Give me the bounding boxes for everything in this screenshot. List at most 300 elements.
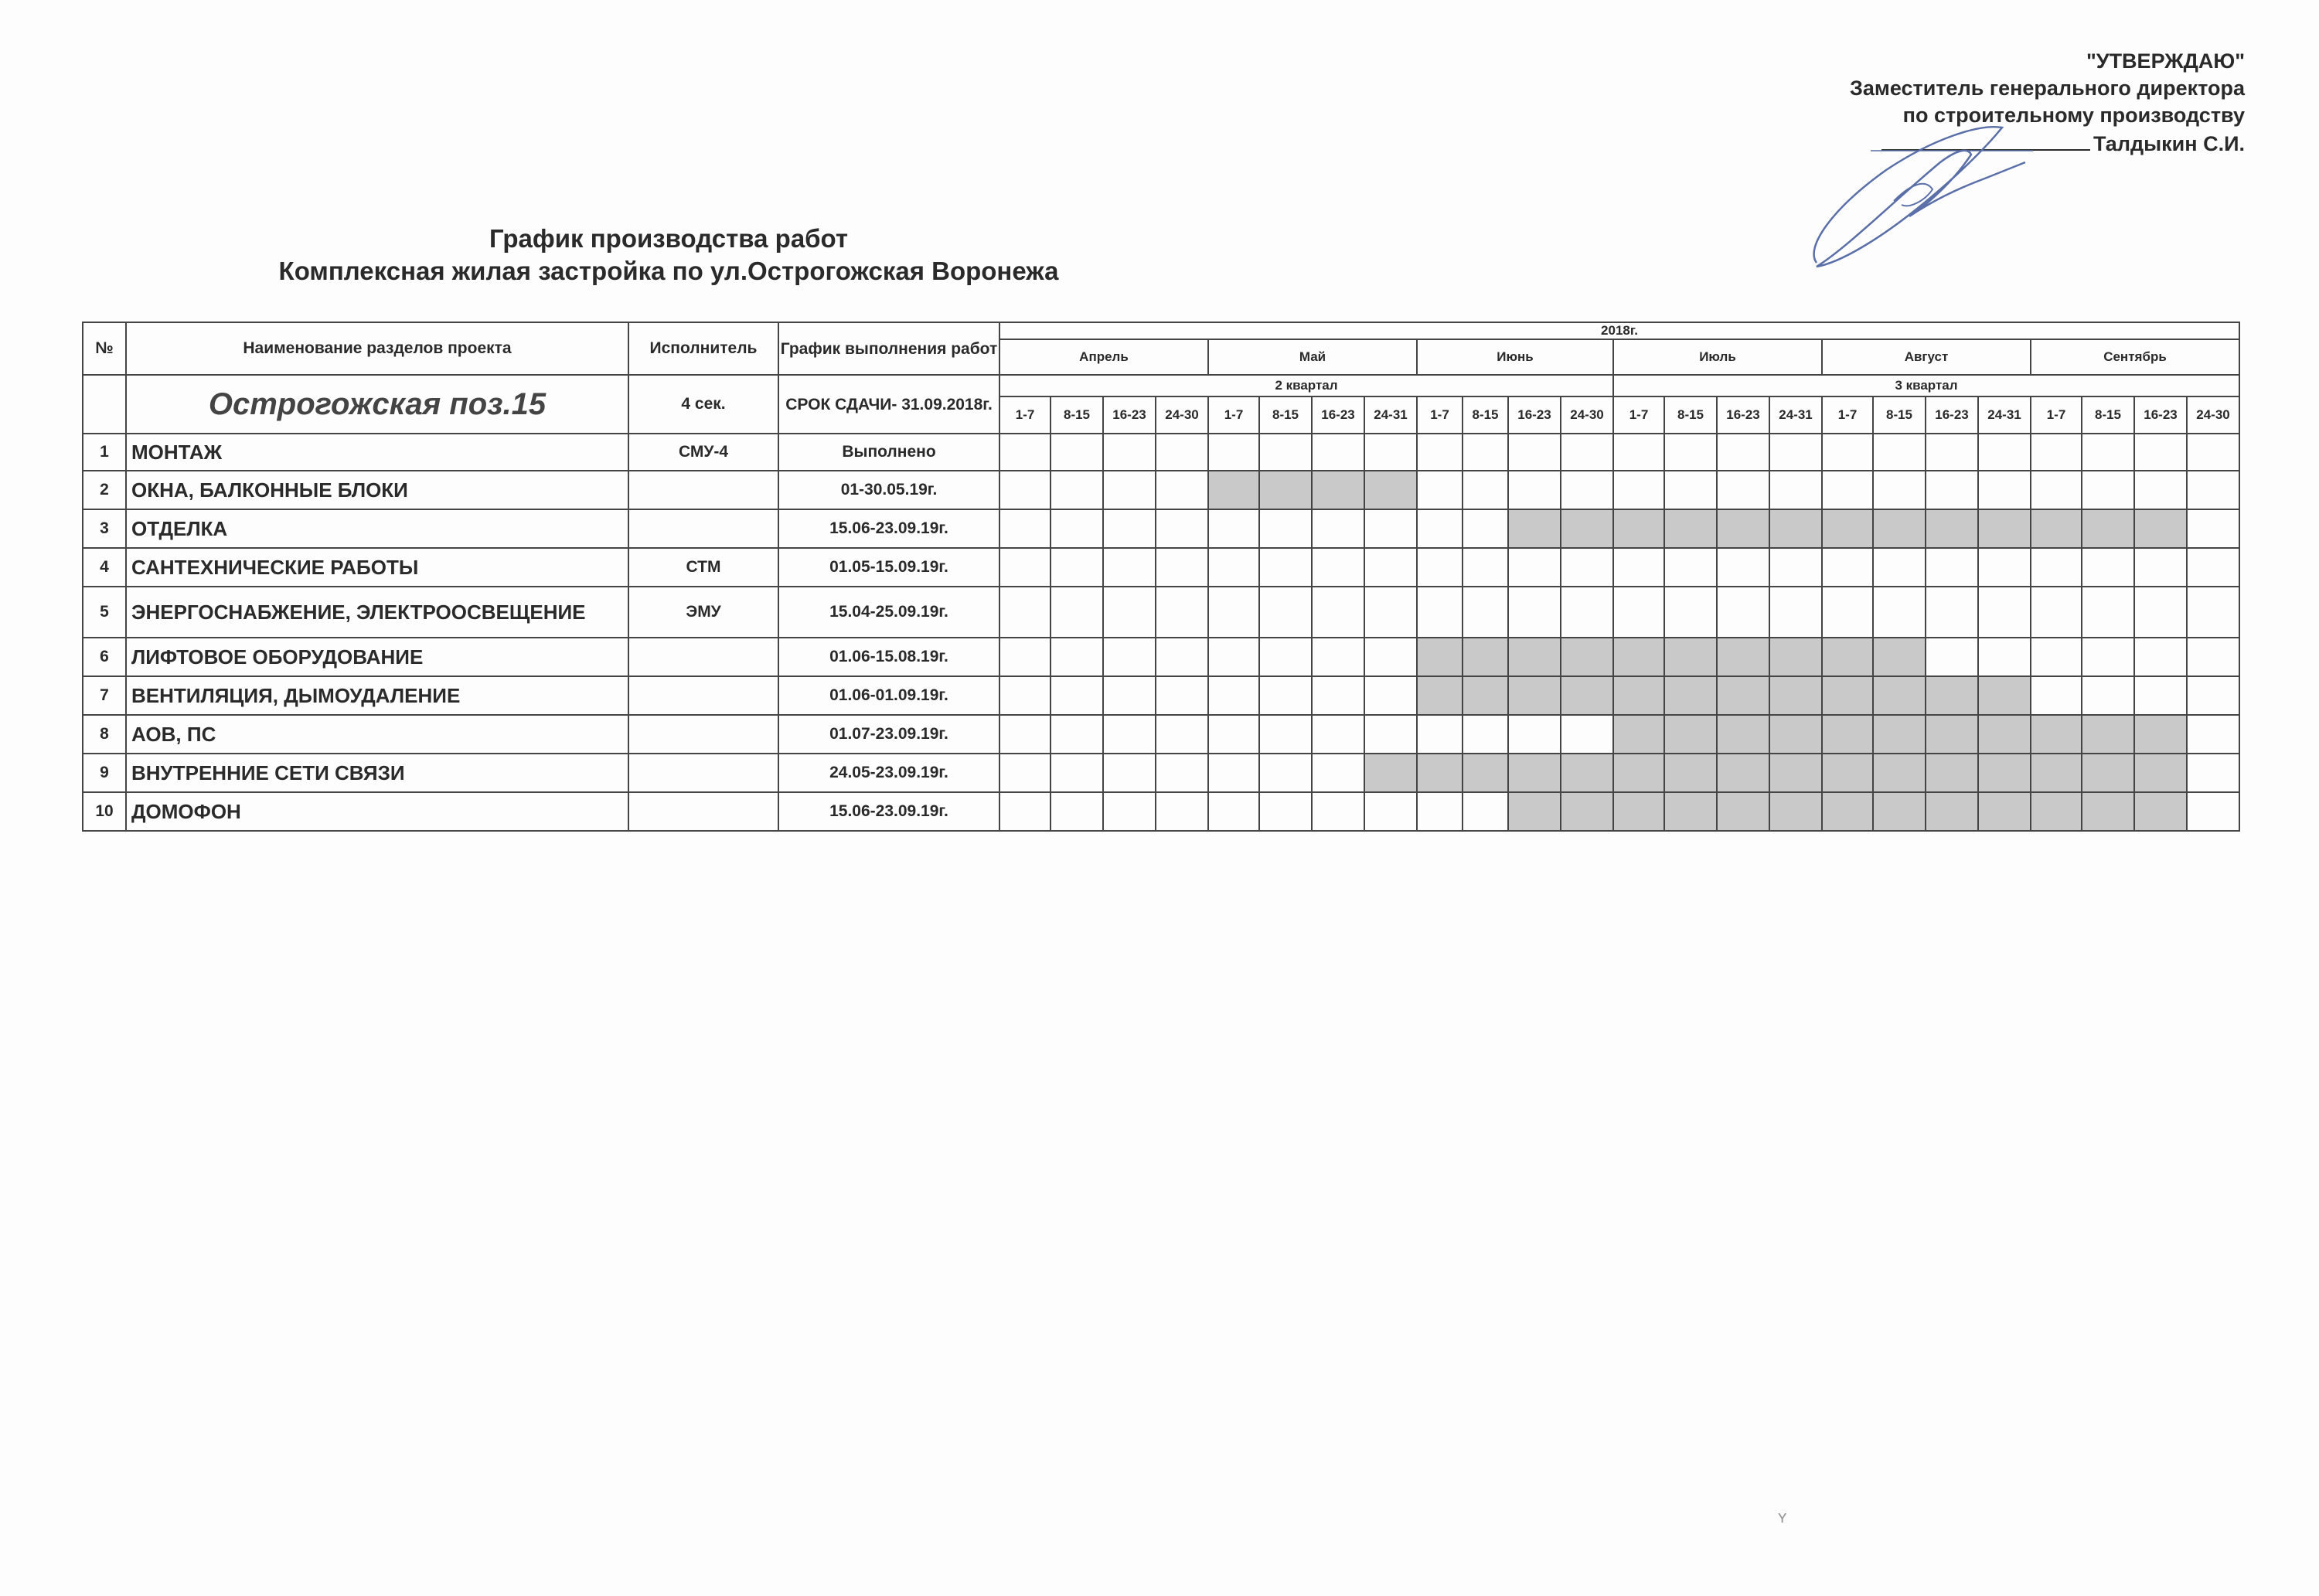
- week-header: 8-15: [1051, 396, 1103, 434]
- gantt-cell: [1926, 587, 1978, 638]
- gantt-cell: [2187, 509, 2239, 548]
- row-period: 01-30.05.19г.: [778, 471, 999, 509]
- gantt-bar-cell: [1873, 754, 1926, 792]
- gantt-cell: [1417, 434, 1463, 471]
- gantt-cell: [1103, 792, 1156, 831]
- row-period: 01.06-01.09.19г.: [778, 676, 999, 715]
- gantt-cell: [2082, 434, 2134, 471]
- gantt-cell: [1208, 509, 1259, 548]
- gantt-cell: [2082, 638, 2134, 676]
- week-header: 1-7: [999, 396, 1051, 434]
- gantt-cell: [1103, 548, 1156, 587]
- week-header: 1-7: [1417, 396, 1463, 434]
- gantt-cell: [1717, 587, 1769, 638]
- gantt-bar-cell: [2082, 754, 2134, 792]
- gantt-cell: [1561, 715, 1613, 754]
- gantt-cell: [1561, 548, 1613, 587]
- approval-stamp: "УТВЕРЖДАЮ": [2086, 49, 2245, 73]
- object-deadline: СРОК СДАЧИ- 31.09.2018г.: [778, 375, 999, 434]
- gantt-cell: [1873, 434, 1926, 471]
- week-header: 24-30: [1156, 396, 1208, 434]
- gantt-cell: [1312, 434, 1364, 471]
- gantt-cell: [1103, 754, 1156, 792]
- gantt-cell: [1463, 509, 1508, 548]
- gantt-cell: [1364, 548, 1417, 587]
- row-section-name: ОКНА, БАЛКОННЫЕ БЛОКИ: [126, 471, 628, 509]
- gantt-bar-cell: [1508, 638, 1561, 676]
- week-header: 1-7: [2031, 396, 2082, 434]
- gantt-cell: [1208, 676, 1259, 715]
- row-number: 8: [83, 715, 126, 754]
- row-section-name: ЭНЕРГОСНАБЖЕНИЕ, ЭЛЕКТРООСВЕЩЕНИЕ: [126, 587, 628, 638]
- gantt-cell: [2187, 792, 2239, 831]
- gantt-bar-cell: [1717, 792, 1769, 831]
- header-row-year: [83, 322, 2239, 339]
- gantt-bar-cell: [1613, 715, 1664, 754]
- header-name: Наименование разделов проекта: [126, 322, 628, 375]
- week-header: 24-31: [1364, 396, 1417, 434]
- row-period: Выполнено: [778, 434, 999, 471]
- week-header: 8-15: [1664, 396, 1717, 434]
- gantt-cell: [2187, 587, 2239, 638]
- table-row: [83, 471, 2239, 509]
- gantt-bar-cell: [1717, 676, 1769, 715]
- gantt-cell: [1051, 676, 1103, 715]
- gantt-bar-cell: [1926, 792, 1978, 831]
- table-row: [83, 434, 2239, 471]
- gantt-bar-cell: [1822, 715, 1873, 754]
- gantt-cell: [1978, 638, 2031, 676]
- gantt-bar-cell: [1508, 754, 1561, 792]
- gantt-cell: [2082, 587, 2134, 638]
- month-header: Май: [1208, 339, 1417, 375]
- gantt-cell: [2187, 434, 2239, 471]
- row-executor: [628, 715, 778, 754]
- month-header: Июль: [1613, 339, 1822, 375]
- row-section-name: САНТЕХНИЧЕСКИЕ РАБОТЫ: [126, 548, 628, 587]
- week-header: 16-23: [2134, 396, 2187, 434]
- gantt-cell: [2187, 471, 2239, 509]
- gantt-cell: [1259, 792, 1312, 831]
- gantt-bar-cell: [1613, 638, 1664, 676]
- gantt-cell: [1051, 509, 1103, 548]
- gantt-bar-cell: [1717, 638, 1769, 676]
- row-section-name: ЛИФТОВОЕ ОБОРУДОВАНИЕ: [126, 638, 628, 676]
- gantt-cell: [2031, 676, 2082, 715]
- week-header: 8-15: [1873, 396, 1926, 434]
- document-title: [0, 223, 1337, 288]
- gantt-bar-cell: [1717, 715, 1769, 754]
- row-section-name: ВНУТРЕННИЕ СЕТИ СВЯЗИ: [126, 754, 628, 792]
- gantt-cell: [1769, 471, 1822, 509]
- row-executor: [628, 471, 778, 509]
- row-number: 7: [83, 676, 126, 715]
- gantt-cell: [1312, 509, 1364, 548]
- gantt-cell: [1717, 471, 1769, 509]
- row-executor: [628, 676, 778, 715]
- gantt-cell: [1822, 548, 1873, 587]
- gantt-cell: [1051, 471, 1103, 509]
- gantt-cell: [1312, 715, 1364, 754]
- gantt-cell: [1156, 792, 1208, 831]
- gantt-bar-cell: [1312, 471, 1364, 509]
- gantt-cell: [1051, 792, 1103, 831]
- gantt-bar-cell: [1463, 754, 1508, 792]
- gantt-bar-cell: [1561, 509, 1613, 548]
- gantt-bar-cell: [1664, 792, 1717, 831]
- gantt-cell: [1156, 548, 1208, 587]
- month-header: Апрель: [999, 339, 1208, 375]
- gantt-cell: [1051, 754, 1103, 792]
- header-executor: Исполнитель: [628, 322, 778, 375]
- gantt-cell: [2134, 638, 2187, 676]
- gantt-cell: [1103, 434, 1156, 471]
- gantt-cell: [2187, 548, 2239, 587]
- row-executor: [628, 638, 778, 676]
- gantt-cell: [1561, 587, 1613, 638]
- gantt-cell: [2187, 676, 2239, 715]
- gantt-cell: [1926, 434, 1978, 471]
- scan-artifact: ʏ: [1778, 1507, 1787, 1526]
- gantt-cell: [999, 548, 1051, 587]
- gantt-cell: [999, 638, 1051, 676]
- row-number: 1: [83, 434, 126, 471]
- row-section-name: ДОМОФОН: [126, 792, 628, 831]
- row-period: 01.05-15.09.19г.: [778, 548, 999, 587]
- gantt-cell: [1417, 548, 1463, 587]
- gantt-bar-cell: [1926, 509, 1978, 548]
- gantt-cell: [1717, 434, 1769, 471]
- gantt-cell: [1769, 434, 1822, 471]
- gantt-cell: [1312, 548, 1364, 587]
- gantt-cell: [1822, 587, 1873, 638]
- gantt-cell: [1926, 548, 1978, 587]
- gantt-cell: [1417, 509, 1463, 548]
- row-executor: СМУ-4: [628, 434, 778, 471]
- gantt-table: [82, 322, 2240, 832]
- gantt-cell: [1156, 638, 1208, 676]
- gantt-bar-cell: [1822, 676, 1873, 715]
- table-row: [83, 509, 2239, 548]
- gantt-cell: [1259, 676, 1312, 715]
- week-header: 1-7: [1613, 396, 1664, 434]
- gantt-bar-cell: [2134, 792, 2187, 831]
- week-header: 8-15: [2082, 396, 2134, 434]
- week-header: 8-15: [1259, 396, 1312, 434]
- gantt-bar-cell: [1508, 792, 1561, 831]
- month-header: Сентябрь: [2031, 339, 2239, 375]
- week-header: 16-23: [1508, 396, 1561, 434]
- approval-position-1: Заместитель генерального директора: [1849, 77, 2245, 100]
- gantt-cell: [999, 754, 1051, 792]
- gantt-cell: [999, 676, 1051, 715]
- row-period: 24.05-23.09.19г.: [778, 754, 999, 792]
- gantt-cell: [2082, 548, 2134, 587]
- gantt-bar-cell: [1664, 715, 1717, 754]
- gantt-cell: [1208, 715, 1259, 754]
- gantt-cell: [1613, 548, 1664, 587]
- row-number: 3: [83, 509, 126, 548]
- row-section-name: ВЕНТИЛЯЦИЯ, ДЫМОУДАЛЕНИЕ: [126, 676, 628, 715]
- gantt-cell: [1417, 471, 1463, 509]
- week-header: 16-23: [1312, 396, 1364, 434]
- gantt-cell: [2082, 676, 2134, 715]
- gantt-cell: [999, 587, 1051, 638]
- gantt-cell: [1156, 434, 1208, 471]
- gantt-bar-cell: [1417, 676, 1463, 715]
- gantt-bar-cell: [1208, 471, 1259, 509]
- gantt-bar-cell: [1769, 792, 1822, 831]
- gantt-cell: [1364, 587, 1417, 638]
- gantt-bar-cell: [1769, 715, 1822, 754]
- gantt-cell: [1364, 676, 1417, 715]
- gantt-cell: [1051, 548, 1103, 587]
- month-header: Июнь: [1417, 339, 1613, 375]
- gantt-cell: [1208, 548, 1259, 587]
- title-line-1: График производства работ: [489, 224, 849, 253]
- row-number: 10: [83, 792, 126, 831]
- row-section-name: АОВ, ПС: [126, 715, 628, 754]
- row-period: 15.04-25.09.19г.: [778, 587, 999, 638]
- gantt-cell: [1613, 471, 1664, 509]
- row-period: 01.07-23.09.19г.: [778, 715, 999, 754]
- gantt-cell: [1103, 638, 1156, 676]
- gantt-cell: [1156, 471, 1208, 509]
- gantt-bar-cell: [1822, 509, 1873, 548]
- gantt-bar-cell: [1822, 754, 1873, 792]
- week-header: 16-23: [1103, 396, 1156, 434]
- gantt-bar-cell: [1978, 792, 2031, 831]
- gantt-cell: [1664, 548, 1717, 587]
- gantt-bar-cell: [1561, 754, 1613, 792]
- gantt-cell: [1561, 471, 1613, 509]
- gantt-bar-cell: [1561, 792, 1613, 831]
- gantt-cell: [2187, 638, 2239, 676]
- row-period: 01.06-15.08.19г.: [778, 638, 999, 676]
- gantt-cell: [1508, 434, 1561, 471]
- gantt-bar-cell: [1613, 509, 1664, 548]
- gantt-cell: [1417, 792, 1463, 831]
- gantt-cell: [1208, 754, 1259, 792]
- gantt-bar-cell: [1417, 754, 1463, 792]
- object-name: Острогожская поз.15: [126, 375, 628, 434]
- gantt-cell: [1312, 638, 1364, 676]
- gantt-bar-cell: [1364, 471, 1417, 509]
- week-header: 24-31: [1769, 396, 1822, 434]
- gantt-bar-cell: [1978, 754, 2031, 792]
- gantt-cell: [999, 509, 1051, 548]
- gantt-bar-cell: [1364, 754, 1417, 792]
- gantt-cell: [1312, 587, 1364, 638]
- gantt-cell: [1364, 715, 1417, 754]
- gantt-cell: [1103, 509, 1156, 548]
- gantt-cell: [1312, 754, 1364, 792]
- gantt-cell: [1051, 434, 1103, 471]
- gantt-cell: [1208, 434, 1259, 471]
- gantt-cell: [1463, 715, 1508, 754]
- gantt-cell: [1978, 548, 2031, 587]
- gantt-cell: [2187, 754, 2239, 792]
- row-executor: ЭМУ: [628, 587, 778, 638]
- gantt-bar-cell: [1717, 754, 1769, 792]
- gantt-cell: [1259, 715, 1312, 754]
- gantt-bar-cell: [1717, 509, 1769, 548]
- gantt-cell: [1312, 676, 1364, 715]
- gantt-cell: [1822, 471, 1873, 509]
- gantt-cell: [2031, 587, 2082, 638]
- gantt-cell: [2031, 638, 2082, 676]
- gantt-bar-cell: [1873, 715, 1926, 754]
- gantt-cell: [1103, 587, 1156, 638]
- gantt-cell: [2187, 715, 2239, 754]
- gantt-cell: [999, 792, 1051, 831]
- approval-signer: Талдыкин С.И.: [2093, 132, 2245, 155]
- gantt-cell: [1259, 434, 1312, 471]
- gantt-bar-cell: [1873, 638, 1926, 676]
- row-executor: [628, 792, 778, 831]
- gantt-bar-cell: [1664, 676, 1717, 715]
- gantt-bar-cell: [1664, 509, 1717, 548]
- gantt-bar-cell: [1978, 509, 2031, 548]
- gantt-cell: [1664, 471, 1717, 509]
- gantt-bar-cell: [1873, 509, 1926, 548]
- gantt-cell: [2134, 434, 2187, 471]
- gantt-bar-cell: [1259, 471, 1312, 509]
- gantt-bar-cell: [1561, 676, 1613, 715]
- gantt-bar-cell: [1561, 638, 1613, 676]
- gantt-bar-cell: [1926, 754, 1978, 792]
- gantt-cell: [1613, 434, 1664, 471]
- gantt-cell: [1463, 548, 1508, 587]
- gantt-bar-cell: [1873, 676, 1926, 715]
- row-executor: СТМ: [628, 548, 778, 587]
- gantt-bar-cell: [1769, 509, 1822, 548]
- gantt-cell: [1051, 715, 1103, 754]
- gantt-cell: [2134, 676, 2187, 715]
- gantt-cell: [1156, 754, 1208, 792]
- gantt-cell: [1208, 587, 1259, 638]
- gantt-cell: [1769, 548, 1822, 587]
- gantt-bar-cell: [1664, 638, 1717, 676]
- row-period: 15.06-23.09.19г.: [778, 792, 999, 831]
- week-header: 24-30: [2187, 396, 2239, 434]
- gantt-bar-cell: [1926, 715, 1978, 754]
- table-row: [83, 792, 2239, 831]
- gantt-bar-cell: [2082, 792, 2134, 831]
- gantt-cell: [999, 715, 1051, 754]
- header-num: №: [83, 322, 126, 375]
- gantt-bar-cell: [1769, 638, 1822, 676]
- gantt-bar-cell: [1417, 638, 1463, 676]
- gantt-cell: [1259, 638, 1312, 676]
- table-row: [83, 715, 2239, 754]
- gantt-bar-cell: [1926, 676, 1978, 715]
- gantt-bar-cell: [1822, 792, 1873, 831]
- gantt-bar-cell: [1822, 638, 1873, 676]
- table-row: [83, 587, 2239, 638]
- gantt-cell: [1561, 434, 1613, 471]
- gantt-cell: [2031, 434, 2082, 471]
- gantt-bar-cell: [1613, 676, 1664, 715]
- gantt-cell: [1873, 548, 1926, 587]
- row-number: 6: [83, 638, 126, 676]
- gantt-cell: [1613, 587, 1664, 638]
- gantt-cell: [1156, 587, 1208, 638]
- gantt-cell: [1417, 715, 1463, 754]
- gantt-cell: [1508, 548, 1561, 587]
- gantt-cell: [2134, 471, 2187, 509]
- gantt-bar-cell: [1664, 754, 1717, 792]
- gantt-bar-cell: [2134, 509, 2187, 548]
- gantt-cell: [1873, 471, 1926, 509]
- gantt-cell: [1508, 587, 1561, 638]
- object-num: [83, 375, 126, 434]
- gantt-cell: [1926, 471, 1978, 509]
- object-sections: 4 сек.: [628, 375, 778, 434]
- week-header: 24-31: [1978, 396, 2031, 434]
- row-number: 2: [83, 471, 126, 509]
- table-row: [83, 638, 2239, 676]
- gantt-cell: [1208, 638, 1259, 676]
- gantt-cell: [1364, 792, 1417, 831]
- gantt-cell: [2082, 471, 2134, 509]
- gantt-bar-cell: [2082, 715, 2134, 754]
- gantt-bar-cell: [1978, 715, 2031, 754]
- gantt-cell: [1364, 509, 1417, 548]
- gantt-cell: [1259, 754, 1312, 792]
- gantt-cell: [1312, 792, 1364, 831]
- table-row: [83, 754, 2239, 792]
- gantt-cell: [1156, 715, 1208, 754]
- gantt-bar-cell: [2134, 754, 2187, 792]
- gantt-cell: [1051, 638, 1103, 676]
- gantt-cell: [1769, 587, 1822, 638]
- row-number: 5: [83, 587, 126, 638]
- row-period: 15.06-23.09.19г.: [778, 509, 999, 548]
- table-row: [83, 548, 2239, 587]
- row-section-name: ОТДЕЛКА: [126, 509, 628, 548]
- title-line-2: Комплексная жилая застройка по ул.Острогожская Воронежа: [278, 257, 1059, 285]
- gantt-cell: [1103, 676, 1156, 715]
- gantt-cell: [1103, 715, 1156, 754]
- gantt-bar-cell: [1613, 754, 1664, 792]
- gantt-cell: [1259, 509, 1312, 548]
- gantt-cell: [1463, 587, 1508, 638]
- gantt-bar-cell: [2031, 509, 2082, 548]
- gantt-cell: [1508, 715, 1561, 754]
- row-section-name: МОНТАЖ: [126, 434, 628, 471]
- gantt-cell: [2031, 471, 2082, 509]
- gantt-cell: [1978, 434, 2031, 471]
- gantt-cell: [2134, 587, 2187, 638]
- gantt-cell: [1664, 587, 1717, 638]
- gantt-cell: [1259, 548, 1312, 587]
- gantt-bar-cell: [1613, 792, 1664, 831]
- row-number: 4: [83, 548, 126, 587]
- gantt-cell: [1103, 471, 1156, 509]
- gantt-cell: [1463, 434, 1508, 471]
- gantt-bar-cell: [1508, 509, 1561, 548]
- gantt-bar-cell: [2031, 754, 2082, 792]
- gantt-bar-cell: [1978, 676, 2031, 715]
- gantt-cell: [1417, 587, 1463, 638]
- gantt-cell: [2134, 548, 2187, 587]
- gantt-cell: [1926, 638, 1978, 676]
- week-header: 8-15: [1463, 396, 1508, 434]
- month-header: Август: [1822, 339, 2031, 375]
- gantt-cell: [1978, 587, 2031, 638]
- gantt-cell: [1463, 471, 1508, 509]
